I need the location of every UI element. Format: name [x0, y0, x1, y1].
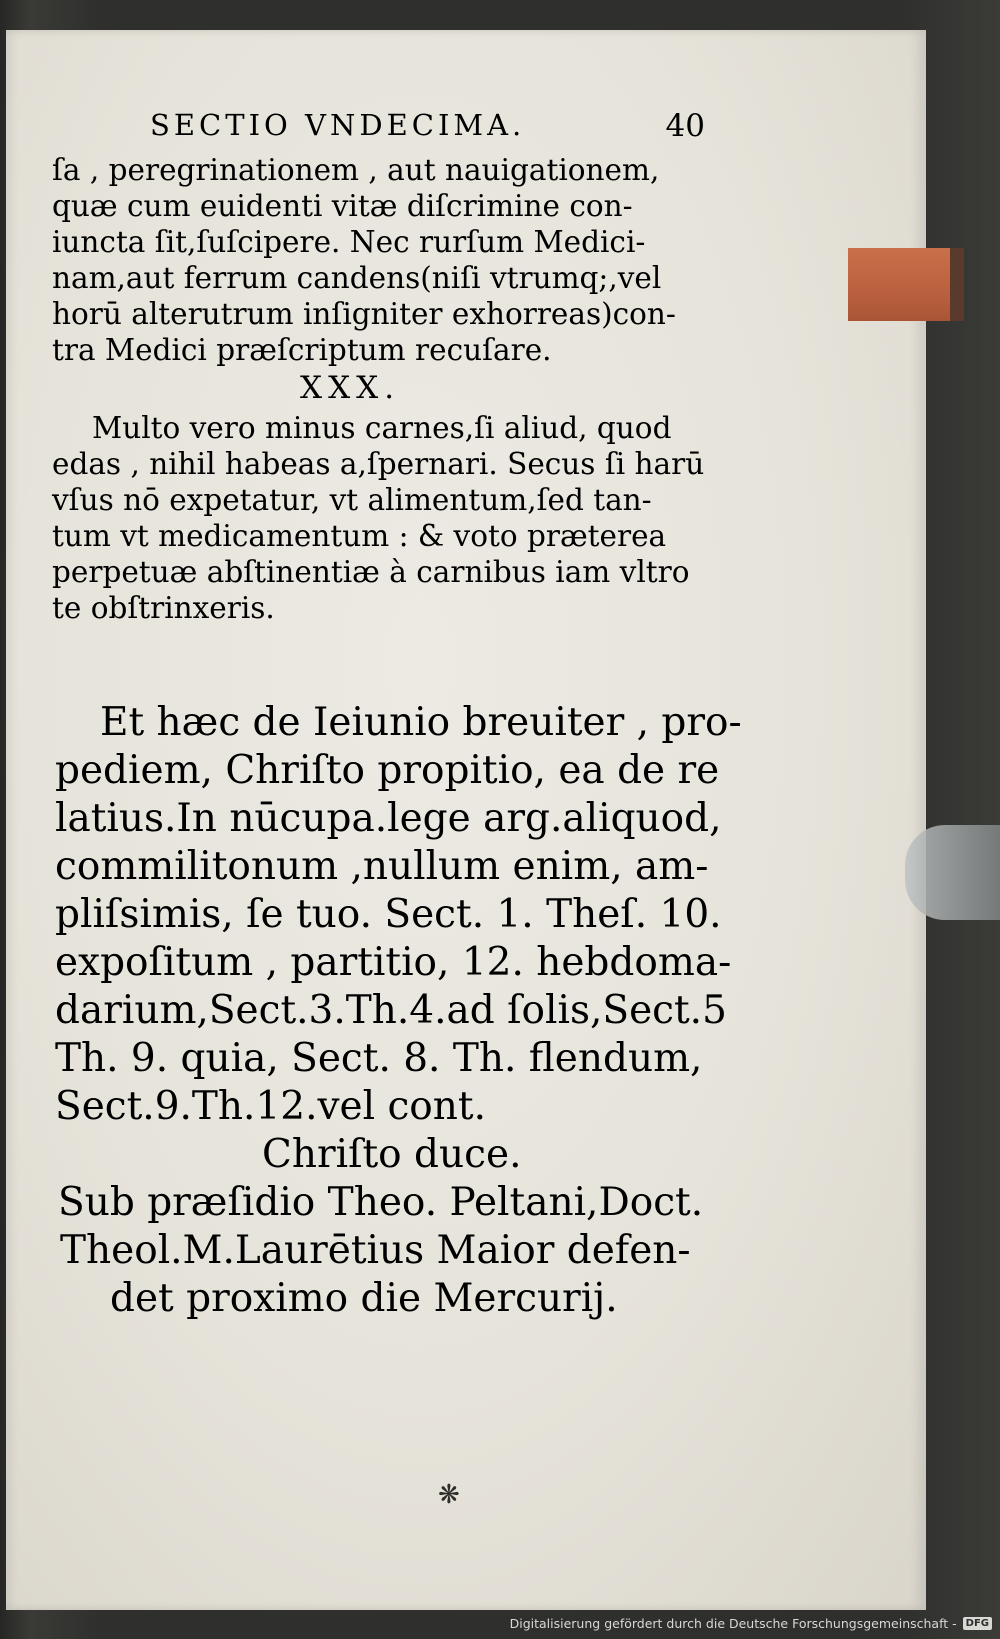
body-line: Multo vero minus carnes,ſi aliud, quod — [92, 411, 672, 445]
closing-line: Sub præſidio Theo. Peltani,Doct. — [58, 1180, 704, 1225]
closing-line: darium,Sect.3.Th.4.ad ſolis,Sect.5 — [55, 988, 727, 1033]
closing-line: Et hæc de Ieiunio breuiter , pro- — [100, 700, 742, 745]
section-number: XXX. — [300, 370, 401, 406]
body-line: te obſtrinxeris. — [52, 591, 275, 625]
body-line: tra Medici præſcriptum recuſare. — [52, 333, 552, 367]
closing-line: commilitonum ,nullum enim, am- — [55, 844, 709, 889]
page-number: 40 — [665, 108, 705, 144]
credit-text: Digitalisierung gefördert durch die Deutsche Forschungsgemeinschaft - — [509, 1616, 957, 1631]
running-head: SECTIO VNDECIMA. — [150, 108, 526, 142]
closing-line: det proximo die Mercurij. — [110, 1276, 618, 1321]
closing-line: pediem, Chriſto propitio, ea de re — [55, 748, 720, 793]
body-line: tum vt medicamentum : & voto præterea — [52, 519, 667, 553]
body-line: nam,aut ferrum candens(niſi vtrumq;,vel — [52, 261, 662, 295]
body-line: perpetuæ abſtinentiæ à carnibus iam vltro — [52, 555, 690, 589]
ornament-icon: ❋ — [438, 1480, 460, 1510]
closing-line: Th. 9. quia, Sect. 8. Th. flendum, — [55, 1036, 703, 1081]
page-marker-tab — [848, 248, 964, 321]
closing-line: Sect.9.Th.12.vel cont. — [55, 1084, 486, 1129]
page-header — [150, 108, 705, 148]
body-line: ſa , peregrinationem , aut nauigationem, — [52, 153, 660, 187]
digitization-credit — [510, 1616, 992, 1631]
closing-line: pliſsimis, ſe tuo. Sect. 1. Theſ. 10. — [55, 892, 722, 937]
dfg-logo-icon: DFG — [963, 1617, 992, 1630]
body-line: edas , nihil habeas a,ſpernari. Secus ſi harū — [52, 447, 705, 481]
closing-line: Chriſto duce. — [262, 1132, 522, 1177]
closing-line: expoſitum , partitio, 12. hebdoma- — [55, 940, 732, 985]
body-line: iuncta ſit,ſuſcipere. Nec rurſum Medici- — [52, 225, 646, 259]
body-line: vſus nō expetatur, vt alimentum,ſed tan- — [52, 483, 652, 517]
closing-line: Theol.M.Laurētius Maior defen- — [60, 1228, 691, 1273]
closing-line: latius.In nūcupa.lege arg.aliquod, — [55, 796, 722, 841]
body-line: quæ cum euidenti vitæ diſcrimine con- — [52, 189, 633, 223]
page-clip — [905, 825, 1000, 920]
body-line: horū alterutrum inſigniter exhorreas)con- — [52, 297, 676, 331]
